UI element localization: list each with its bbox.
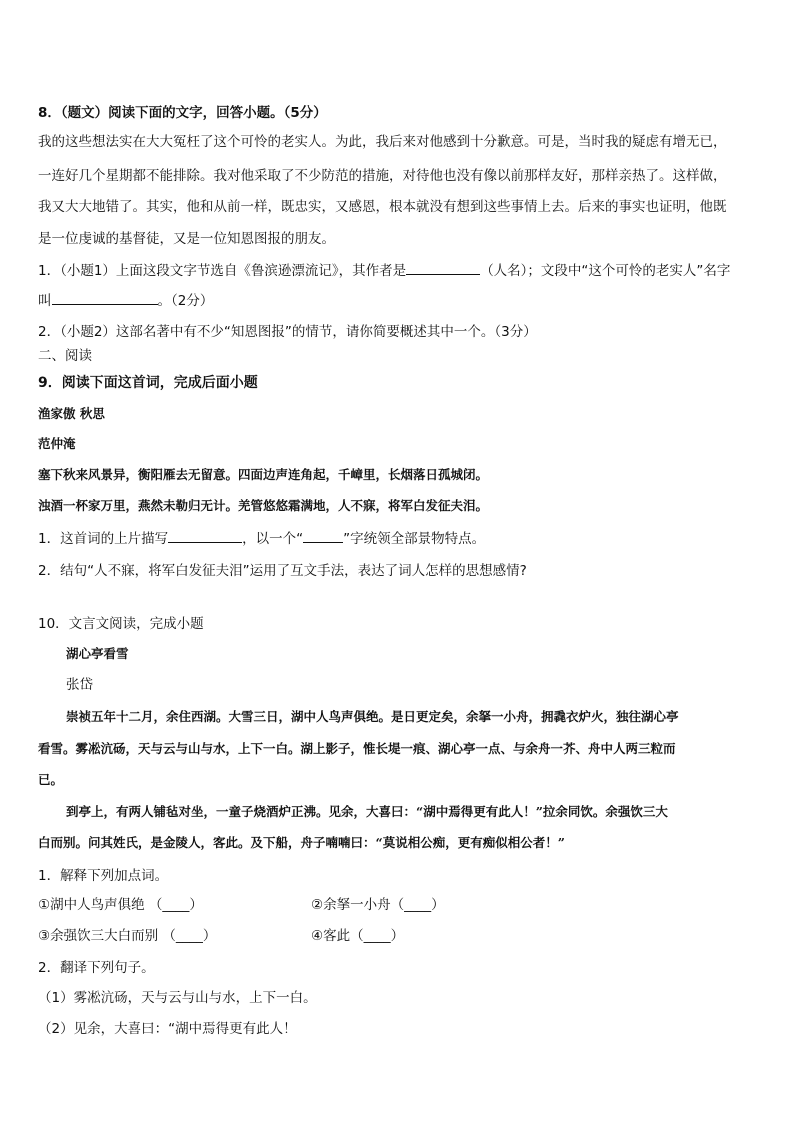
q8-sub1-text-c: 叫 <box>38 293 52 309</box>
q9-sub1-text-a: 1．这首词的上片描写 <box>38 531 169 547</box>
q9-title: 9．阅读下面这首词，完成后面小题 <box>38 375 258 391</box>
answer-blank-author[interactable] <box>406 262 480 275</box>
text-para2-line-2: 白而别。问其姓氏，是金陵人，客此。及下船，舟子喃喃曰：“莫说相公痴，更有痴似相公者！” <box>38 835 565 850</box>
q8-sub1-line1 <box>38 261 756 281</box>
poem-title: 渔家傲 秋思 <box>38 406 105 421</box>
q10-title: 10．文言文阅读，完成小题 <box>38 616 204 632</box>
q8-sub1-line2 <box>38 291 756 311</box>
q8-sub1-text-d: 。（2分） <box>157 293 214 309</box>
q10-item-1: ①湖中人鸟声俱绝 （____） <box>38 897 203 913</box>
text-para2-line-1: 到亭上，有两人铺毡对坐，一童子烧酒炉正沸。见余，大喜曰：“湖中焉得更有此人！”拉余同饮。余强饮三大 <box>66 804 668 819</box>
poem-line-2: 浊酒一杯家万里，燕然未勒归无计。羌管悠悠霜满地，人不寐，将军白发征夫泪。 <box>38 498 489 513</box>
text-title: 湖心亭看雪 <box>66 646 129 661</box>
answer-blank-character[interactable] <box>303 530 343 543</box>
q8-para-line-1: 我的这些想法实在大大冤枉了这个可怜的老实人。为此，我后来对他感到十分歉意。可是，当时我的疑虑有增无已， <box>38 134 727 150</box>
q9-sub1-text-c: ”字统领全部景物特点。 <box>343 531 486 547</box>
answer-blank-scenery[interactable] <box>168 530 242 543</box>
q10-translate-2: （2）见余，大喜曰：“湖中焉得更有此人！ <box>38 1021 297 1037</box>
q9-sub1-text-b: ，以一个“ <box>242 531 304 547</box>
section-heading-reading: 二、阅读 <box>38 348 92 364</box>
q10-translate-1: （1）雾凇沆砀，天与云与山与水，上下一白。 <box>38 990 317 1006</box>
q9-sub2: 2．结句“人不寐，将军白发征夫泪”运用了互文手法，表达了词人怎样的思想感情? <box>38 563 527 579</box>
q10-item-4: ④客此（____） <box>311 928 405 944</box>
q9-sub1 <box>38 529 756 549</box>
q8-para-line-2: 一连好几个星期都不能排除。我对他采取了不少防范的措施，对待他也没有像以前那样友好，那样亲热了。这样做， <box>38 168 727 184</box>
text-author: 张岱 <box>66 677 93 693</box>
q10-item-2: ②余拏一小舟（____） <box>311 897 445 913</box>
q8-sub1-text-b: （人名）；文段中“这个可怜的老实人”名字 <box>480 263 731 279</box>
text-para1-line-1: 崇祯五年十二月，余住西湖。大雪三日，湖中人鸟声俱绝。是日更定矣，余拏一小舟，拥毳衣炉火，独往湖心亭 <box>66 709 679 724</box>
q8-para-line-3: 我又大大地错了。其实，他和从前一样，既忠实，又感恩，根本就没有想到这些事情上去。后来的事实也证明，他既 <box>38 199 727 215</box>
poem-author: 范仲淹 <box>38 436 76 451</box>
q8-title: 8．（题文）阅读下面的文字，回答小题。（5分） <box>38 105 327 121</box>
poem-line-1: 塞下秋来风景异，衡阳雁去无留意。四面边声连角起，千嶂里，长烟落日孤城闭。 <box>38 467 489 482</box>
text-para1-line-2: 看雪。雾凇沆砀，天与云与山与水，上下一白。湖上影子，惟长堤一痕、湖心亭一点、与余舟一芥、舟中人两三粒而 <box>38 741 676 756</box>
text-para1-line-3: 已。 <box>38 772 64 787</box>
q8-para-line-4: 是一位虔诚的基督徒，又是一位知恩图报的朋友。 <box>38 231 335 247</box>
q10-item-3: ③余强饮三大白而别 （____） <box>38 928 217 944</box>
answer-blank-name[interactable] <box>52 292 158 305</box>
q8-sub2: 2．（小题2）这部名著中有不少“知恩图报”的情节，请你简要概述其中一个。（3分） <box>38 324 537 340</box>
q10-sub1: 1．解释下列加点词。 <box>38 868 169 884</box>
q10-sub2: 2．翻译下列句子。 <box>38 960 155 976</box>
q8-sub1-text-a: 1．（小题1）上面这段文字节选自《鲁滨逊漂流记》，其作者是 <box>38 263 407 279</box>
